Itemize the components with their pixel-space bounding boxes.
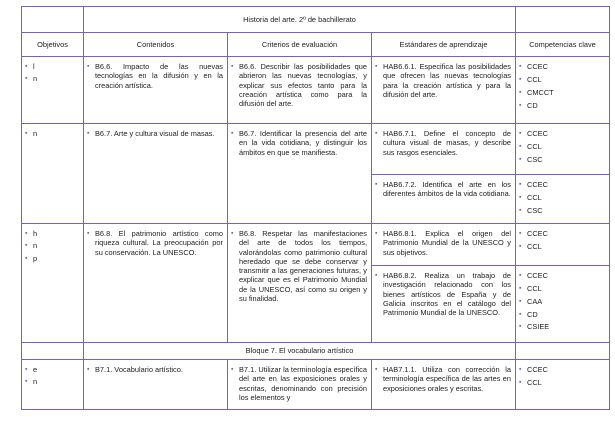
contenidos-cell: ▪ B6.7. Arte y cultura visual de masas. <box>84 124 228 224</box>
estandares-cell: ▪ HAB6.8.1. Explica el origen del Patrimonio Mundial de la UNESCO y sus objetivos. <box>372 224 516 266</box>
bullet-icon: ▪ <box>519 242 522 250</box>
block-heading-row <box>22 343 610 360</box>
competencias-cell <box>516 175 610 224</box>
block-heading: Bloque 7. El vocabulario artístico <box>84 343 516 360</box>
objetivos-cell <box>22 124 84 224</box>
bullet-icon: ▪ <box>519 75 522 83</box>
bullet-icon: ▪ <box>519 142 522 150</box>
bullet-icon: ▪ <box>87 130 90 137</box>
list-item: ▪ CCL <box>519 192 542 202</box>
empty-cell <box>516 343 610 360</box>
list-item: ▪ n <box>25 74 38 84</box>
empty-corner-cell <box>22 7 84 33</box>
column-header-contenidos: Contenidos <box>84 33 228 57</box>
objetivos-cell <box>22 57 84 124</box>
bullet-icon: ▪ <box>87 63 90 70</box>
list-item: ▪ CCEC <box>519 180 548 189</box>
list-item: ▪ n <box>25 129 38 138</box>
competencias-cell <box>516 360 610 410</box>
list-item: ▪ CSIEE <box>519 322 550 332</box>
bullet-icon: ▪ <box>519 63 522 70</box>
list-item: ▪ CCL <box>519 377 542 387</box>
criterios-cell: ▪ B6.8. Respetar las manifestaciones del arte de todos los tiempos, valorándolas como patrimonio cultural heredado que se debe conservar y transmitir a las generaciones futuras, y explicar que es el Patrimonio Mundial de la UNESCO, así como su origen y su finalidad. <box>228 224 372 343</box>
criterios-cell: ▪ B6.7. Identificar la presencia del arte en la vida cotidiana, y distinguir los ámbitos en que se manifiesta. <box>228 124 372 224</box>
bullet-icon: ▪ <box>519 88 522 96</box>
estandares-cell: ▪ HAB7.1.1. Utiliza con corrección la terminología específica de las artes en exposiciones orales y escritas. <box>372 360 516 410</box>
bullet-icon: ▪ <box>519 310 522 318</box>
list-item: ▪ p <box>25 253 38 263</box>
empty-corner-cell <box>516 7 610 33</box>
empty-cell <box>22 343 84 360</box>
bullet-icon: ▪ <box>519 297 522 305</box>
contenidos-cell: ▪ B6.6. Impacto de las nuevas tecnologías en la difusión y en la creación artística. <box>84 57 228 124</box>
list-item: ▪ h <box>25 229 38 238</box>
bullet-icon: ▪ <box>25 63 28 70</box>
bullet-icon: ▪ <box>375 366 378 373</box>
bullet-icon: ▪ <box>25 242 28 250</box>
list-item: ▪ n <box>25 377 38 387</box>
list-item: ▪ CCL <box>519 283 542 293</box>
bullet-icon: ▪ <box>519 284 522 292</box>
list-item: ▪ CCEC <box>519 271 548 280</box>
column-header-objetivos: Objetivos <box>22 33 84 57</box>
criterios-cell: ▪ B6.6. Describir las posibilidades que abrieron las nuevas tecnologías, y explicar sus efectos tanto para la creación artística como para la difusión del arte. <box>228 57 372 124</box>
bullet-icon: ▪ <box>375 230 378 237</box>
bullet-icon: ▪ <box>231 366 234 373</box>
competencias-cell <box>516 57 610 124</box>
bullet-icon: ▪ <box>519 193 522 201</box>
bullet-icon: ▪ <box>519 230 522 237</box>
list-item: ▪ e <box>25 365 38 374</box>
objetivos-cell <box>22 224 84 343</box>
list-item: ▪ CCL <box>519 74 542 84</box>
list-item: ▪ CSC <box>519 154 543 164</box>
column-header-row <box>22 33 610 57</box>
column-header-competencias: Competencias clave <box>516 33 610 57</box>
bullet-icon: ▪ <box>25 366 28 373</box>
table-row <box>22 224 610 266</box>
list-item: ▪ CCEC <box>519 229 548 238</box>
table-row <box>22 124 610 175</box>
bullet-icon: ▪ <box>25 130 28 137</box>
bullet-icon: ▪ <box>519 378 522 386</box>
list-item: ▪ CSC <box>519 205 543 215</box>
curriculum-document <box>21 6 609 413</box>
contenidos-cell: ▪ B6.8. El patrimonio artístico como riqueza cultural. La preocupación por su conservación. La UNESCO. <box>84 224 228 343</box>
list-item: ▪ CMCCT <box>519 87 554 97</box>
bullet-icon: ▪ <box>25 378 28 386</box>
list-item: ▪ n <box>25 241 38 251</box>
competencias-cell <box>516 224 610 266</box>
list-item: ▪ CCL <box>519 241 542 251</box>
bullet-icon: ▪ <box>25 230 28 237</box>
column-header-criterios: Criterios de evaluación <box>228 33 372 57</box>
list-item: ▪ CCL <box>519 141 542 151</box>
list-item: ▪ CAA <box>519 296 543 306</box>
table-title: Historia del arte. 2º de bachillerato <box>84 7 516 33</box>
table-title-row <box>22 7 610 33</box>
estandares-cell: ▪ HAB6.8.2. Realiza un trabajo de investigación relacionado con los bienes artísticos de España y de Galicia inscritos en el catálogo del Patrimonio Mundial de la UNESCO. <box>372 266 516 343</box>
curriculum-table <box>21 6 610 410</box>
table-row <box>22 57 610 124</box>
bullet-icon: ▪ <box>519 130 522 137</box>
bullet-icon: ▪ <box>519 101 522 109</box>
objetivos-cell <box>22 360 84 410</box>
bullet-icon: ▪ <box>375 181 378 188</box>
estandares-cell: ▪ HAB6.7.2. Identifica el arte en los diferentes ámbitos de la vida cotidiana. <box>372 175 516 224</box>
competencias-cell <box>516 124 610 175</box>
list-item: ▪ CD <box>519 309 538 319</box>
bullet-icon: ▪ <box>375 63 378 70</box>
bullet-icon: ▪ <box>375 272 378 279</box>
bullet-icon: ▪ <box>87 230 90 237</box>
bullet-icon: ▪ <box>519 181 522 188</box>
bullet-icon: ▪ <box>375 130 378 137</box>
bullet-icon: ▪ <box>519 272 522 279</box>
list-item: ▪ l <box>25 62 35 71</box>
contenidos-cell: ▪ B7.1. Vocabulario artístico. <box>84 360 228 410</box>
competencias-cell <box>516 266 610 343</box>
criterios-cell: ▪ B7.1. Utilizar la terminología específica del arte en las exposiciones orales y escritas, denominando con precisión los elementos y <box>228 360 372 410</box>
bullet-icon: ▪ <box>519 206 522 214</box>
list-item: ▪ CCEC <box>519 62 548 71</box>
table-row <box>22 360 610 410</box>
list-item: ▪ CCEC <box>519 129 548 138</box>
bullet-icon: ▪ <box>519 155 522 163</box>
list-item: ▪ CCEC <box>519 365 548 374</box>
bullet-icon: ▪ <box>231 130 234 137</box>
column-header-estandares: Estándares de aprendizaje <box>372 33 516 57</box>
estandares-cell: ▪ HAB6.6.1. Especifica las posibilidades que ofrecen las nuevas tecnologías para la creación artística y para la difusión del arte. <box>372 57 516 124</box>
estandares-cell: ▪ HAB6.7.1. Define el concepto de cultura visual de masas, y describe sus rasgos esenciales. <box>372 124 516 175</box>
bullet-icon: ▪ <box>519 323 522 331</box>
bullet-icon: ▪ <box>25 254 28 262</box>
bullet-icon: ▪ <box>519 366 522 373</box>
bullet-icon: ▪ <box>231 63 234 70</box>
bullet-icon: ▪ <box>87 366 90 373</box>
list-item: ▪ CD <box>519 100 538 110</box>
bullet-icon: ▪ <box>25 75 28 83</box>
bullet-icon: ▪ <box>231 230 234 237</box>
